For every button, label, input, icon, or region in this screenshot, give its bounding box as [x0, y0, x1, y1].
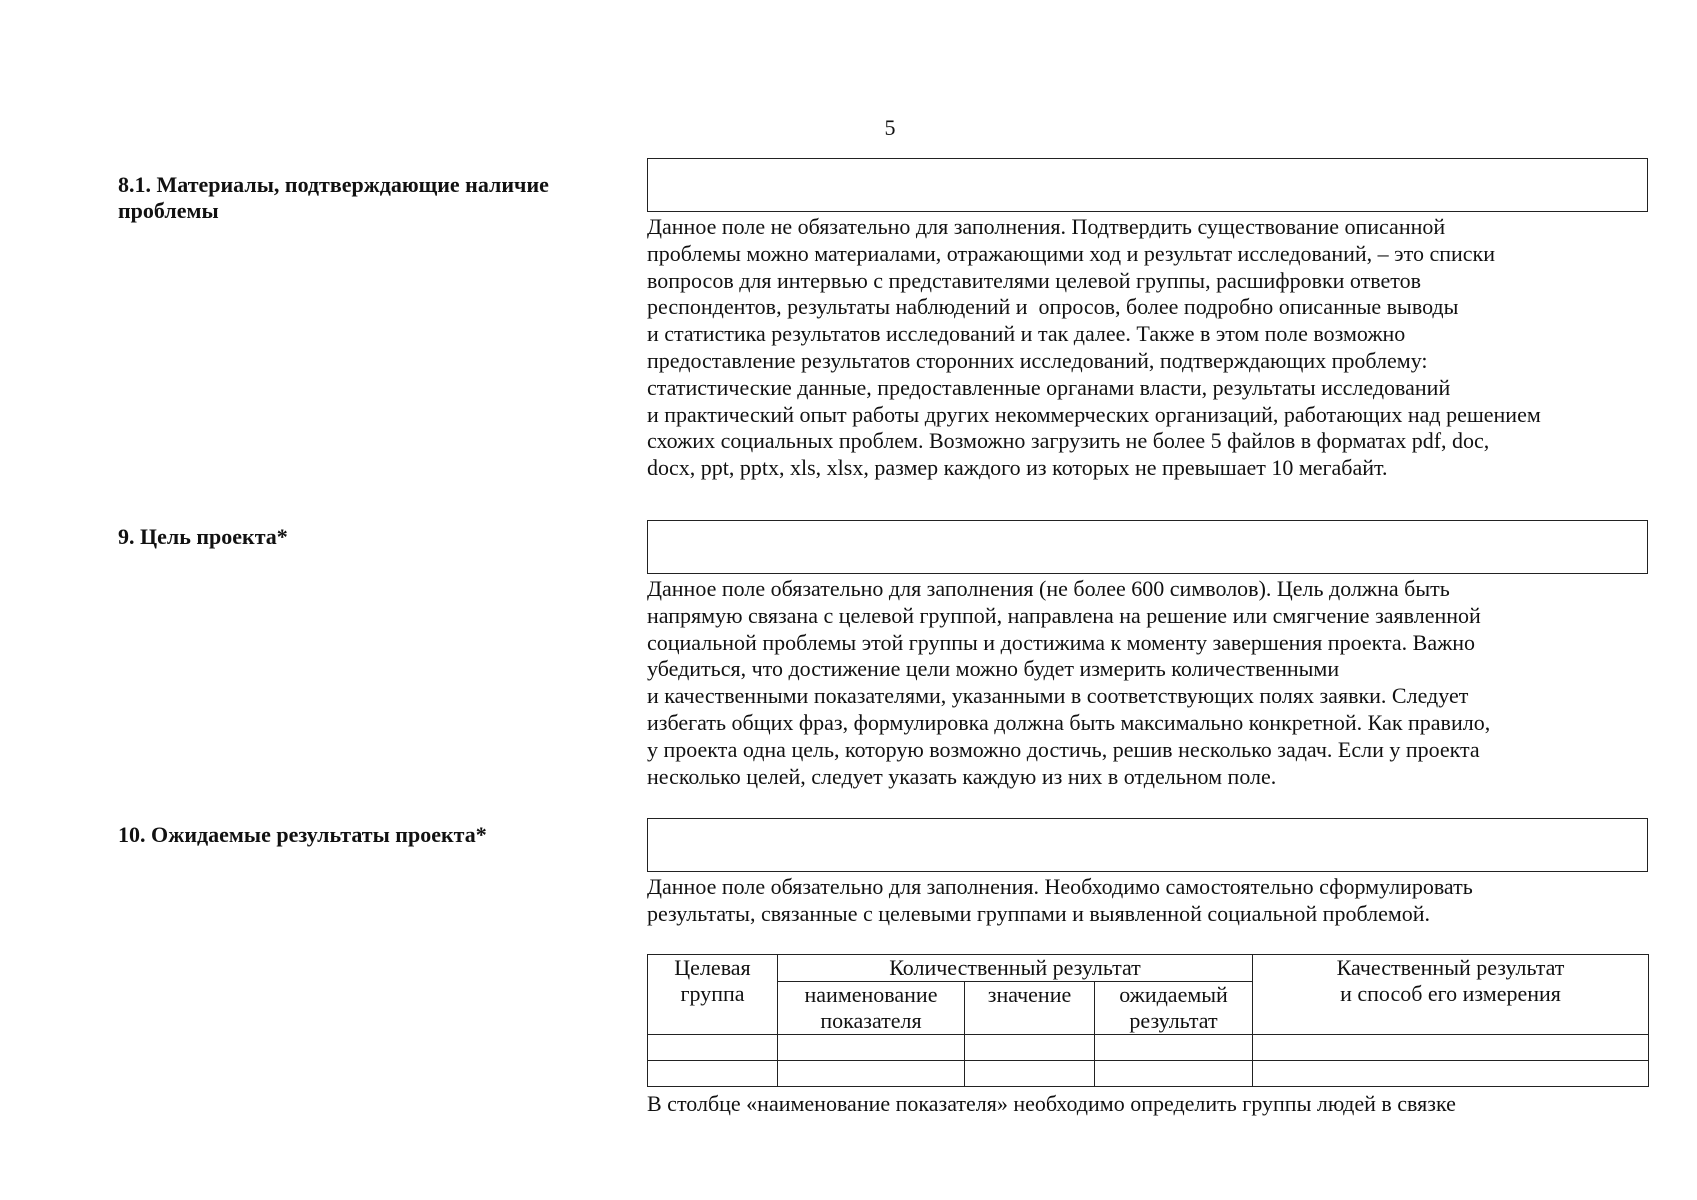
table-cell-target-group[interactable]: [648, 1034, 778, 1060]
table-cell-indicator-name[interactable]: [778, 1034, 965, 1060]
materials-hint: Данное поле не обязательно для заполнения. Подтвердить существование описанной проблемы можно материалами, отражающими ход и результат исследований, – это списки вопросов для интервью с представителями целевой группы, расшифровки ответов респондентов, результаты наблюдений и опросов, более подробно описанные выводы и статистика результатов исследований и так далее. Также в этом поле возможно предоставление результатов сторонних исследований, подтверждающих проблему: статистические данные, предоставленные органами власти, результаты исследований и практический опыт работы других некоммерческих организаций, работающих над решением схожих социальных проблем. Возможно загрузить не более 5 файлов в форматах pdf, doc, docx, ppt, pptx, xls, xlsx, размер каждого из которых не превышает 10 мегабайт.: [647, 214, 1541, 481]
project-goal-hint: Данное поле обязательно для заполнения (не более 600 символов). Цель должна быть напрямую связана с целевой группой, направлена на решение или смягчение заявленной социальной проблемы этой группы и достижима к моменту завершения проекта. Важно убедиться, что достижение цели можно будет измерить количественными и качественными показателями, указанными в соответствующих полях заявки. Следует избегать общих фраз, формулировка должна быть максимально конкретной. Как правило, у проекта одна цель, которую возможно достичь, решив несколько задач. Если у проекта несколько целей, следует указать каждую из них в отдельном поле.: [647, 576, 1491, 789]
table-cell-value[interactable]: [965, 1034, 1095, 1060]
header-indicator-name: наименование показателя: [778, 981, 965, 1034]
materials-input[interactable]: [647, 158, 1648, 212]
table-cell-qualitative-result[interactable]: [1253, 1060, 1649, 1086]
field-label-expected-results: 10. Ожидаемые результаты проекта*: [118, 822, 487, 847]
header-target-group: Целевая группа: [648, 954, 778, 1034]
table-row: [648, 1034, 1649, 1060]
table-cell-value[interactable]: [965, 1060, 1095, 1086]
header-value: значение: [965, 981, 1095, 1034]
field-label-project-goal: 9. Цель проекта*: [118, 524, 288, 549]
table-cell-indicator-name[interactable]: [778, 1060, 965, 1086]
page-number: 5: [884, 115, 896, 140]
project-goal-input[interactable]: [647, 520, 1648, 574]
table-cell-expected-result[interactable]: [1095, 1034, 1253, 1060]
expected-results-input[interactable]: [647, 818, 1648, 872]
results-table: [647, 954, 1649, 1087]
table-cell-qualitative-result[interactable]: [1253, 1034, 1649, 1060]
header-expected-result: ожидаемый результат: [1095, 981, 1253, 1034]
table-row: [648, 1060, 1649, 1086]
header-quantitative-result: Количественный результат: [778, 954, 1253, 981]
field-label-materials: 8.1. Материалы, подтверждающие наличие проблемы: [118, 172, 549, 223]
table-cell-target-group[interactable]: [648, 1060, 778, 1086]
expected-results-hint: Данное поле обязательно для заполнения. Необходимо самостоятельно сформулировать результаты, связанные с целевыми группами и выявленной социальной проблемой.: [647, 874, 1473, 926]
header-qualitative-result: Качественный результат и способ его измерения: [1253, 954, 1649, 1034]
table-cell-expected-result[interactable]: [1095, 1060, 1253, 1086]
table-footnote: В столбце «наименование показателя» необходимо определить группы людей в связке: [647, 1090, 1456, 1116]
